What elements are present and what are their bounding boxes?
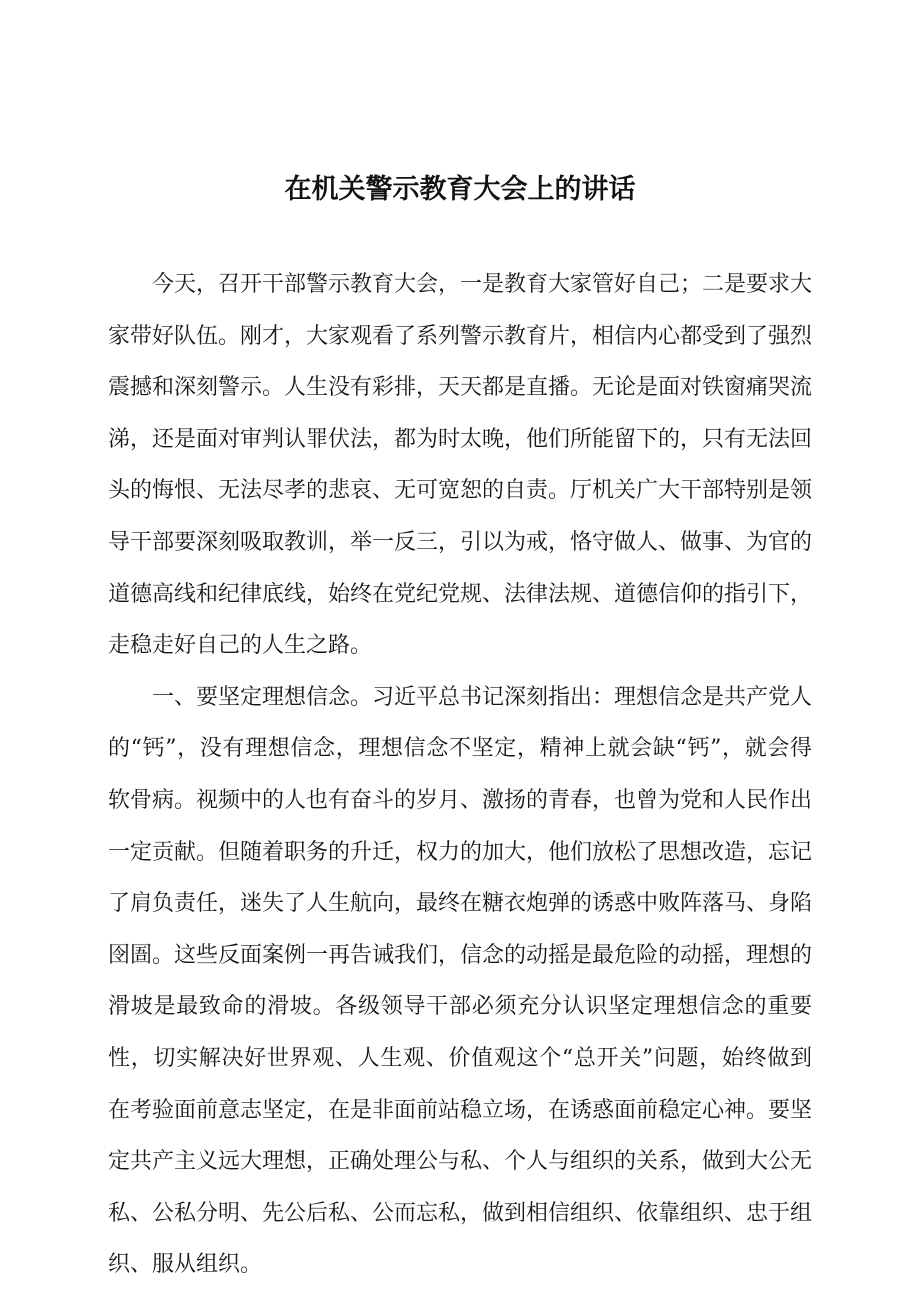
paragraph-intro: 今天，召开干部警示教育大会，一是教育大家管好自己；二是要求大家带好队伍。刚才，大家观看了系列警示教育片，相信内心都受到了强烈震撼和深刻警示。人生没有彩排，天天都是直播。无论是面对铁窗痛哭流涕，还是面对审判认罪伏法，都为时太晚，他们所能留下的，只有无法回头的悔恨、无法尽孝的悲哀、无可宽恕的自责。厅机关广大干部特别是领导干部要深刻吸取教训，举一反三，引以为戒，恪守做人、做事、为官的道德高线和纪律底线，始终在党纪党规、法律法规、道德信仰的指引下，走稳走好自己的人生之路。 bbox=[108, 272, 813, 659]
paragraph-ideals-and-beliefs: 一、要坚定理想信念。习近平总书记深刻指出：理想信念是共产党人的“钙”，没有理想信念，理想信念不坚定，精神上就会缺“钙”，就会得软骨病。视频中的人也有奋斗的岁月、激扬的青春，也曾为党和人民作出一定贡献。但随着职务的升迁，权力的加大，他们放松了思想改造，忘记了肩负责任，迷失了人生航向，最终在糖衣炮弹的诱惑中败阵落马、身陷囹圄。这些反面案例一再告诫我们，信念的动摇是最危险的动摇，理想的滑坡是最致命的滑坡。各级领导干部必须充分认识坚定理想信念的重要性，切实解决好世界观、人生观、价值观这个“总开关”问题，始终做到在考验面前意志坚定，在是非面前站稳立场，在诱惑面前稳定心神。要坚定共产主义远大理想，正确处理公与私、个人与组织的关系，做到大公无私、公私分明、先公后私、公而忘私，做到相信组织、依靠组织、忠于组织、服从组织。 bbox=[108, 684, 813, 1278]
document-title: 在机关警示教育大会上的讲话 bbox=[284, 174, 636, 205]
document-body bbox=[108, 259, 812, 1291]
